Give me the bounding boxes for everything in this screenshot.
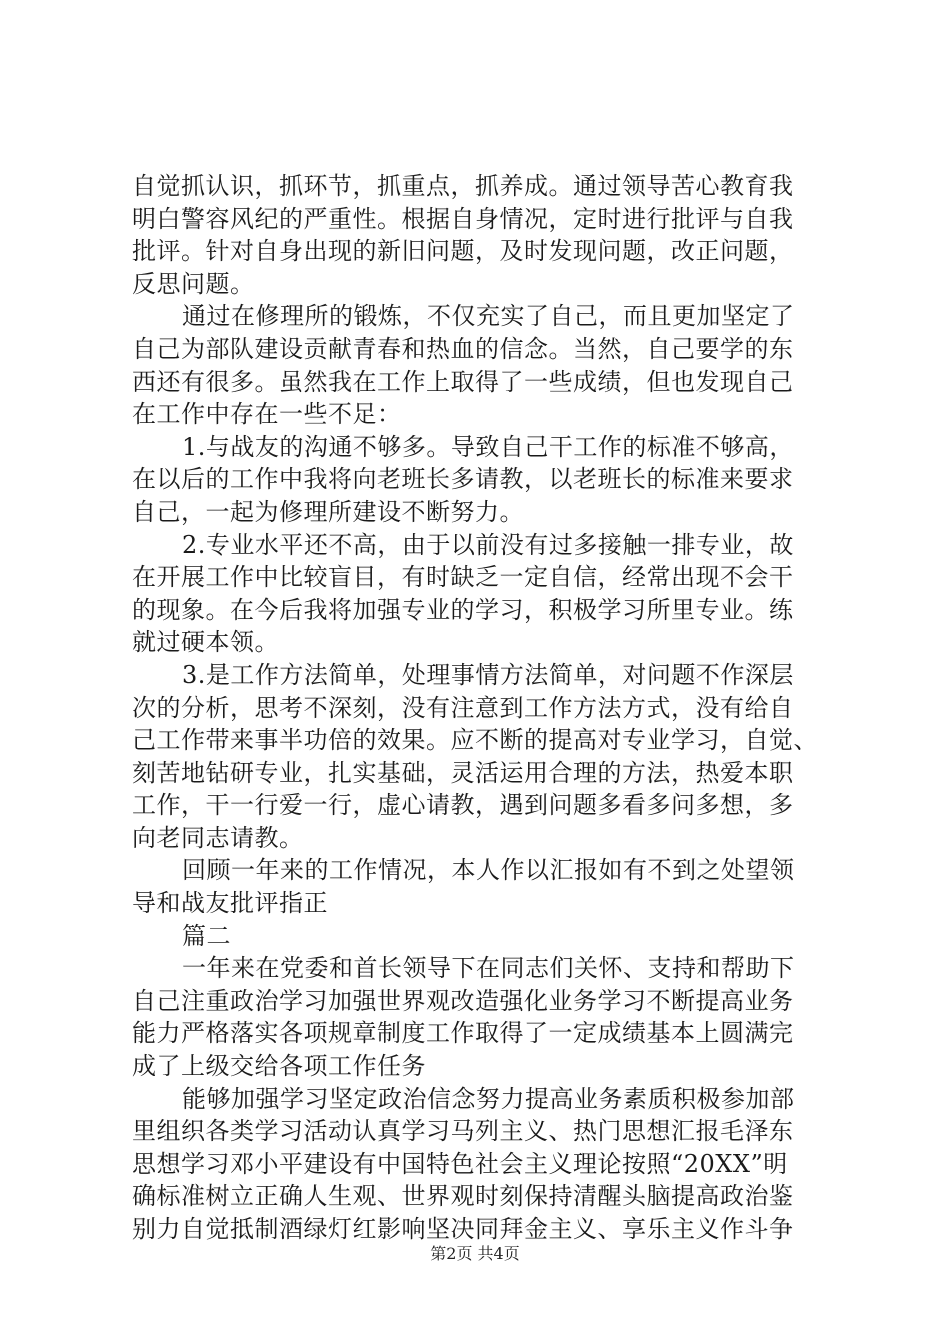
text-line: 己工作带来事半功倍的效果。应不断的提高对专业学习，自觉、 xyxy=(132,726,818,755)
text-line: 1.与战友的沟通不够多。导致自己干工作的标准不够高， xyxy=(182,432,794,461)
text-line: 自己为部队建设贡献青春和热血的信念。当然，自己要学的东 xyxy=(132,334,794,363)
page-footer: 第2页 共4页 xyxy=(430,1244,520,1263)
text-line: 批评。针对自身出现的新旧问题，及时发现问题，改正问题， xyxy=(132,237,794,266)
text-line: 向老同志请教。 xyxy=(132,823,304,852)
text-line: 的现象。在今后我将加强专业的学习，积极学习所里专业。练 xyxy=(132,595,794,624)
text-line: 自己，一起为修理所建设不断努力。 xyxy=(132,497,524,526)
text-line: 通过在修理所的锻炼，不仅充实了自己，而且更加坚定了 xyxy=(182,302,795,331)
text-line: 思想学习邓小平建设有中国特色社会主义理论按照“20XX”明 xyxy=(132,1149,788,1178)
text-line: 篇二 xyxy=(182,921,231,950)
text-line: 反思问题。 xyxy=(132,269,255,298)
text-line: 次的分析，思考不深刻，没有注意到工作方法方式，没有给自 xyxy=(132,693,794,722)
text-line: 在以后的工作中我将向老班长多请教，以老班长的标准来要求 xyxy=(132,465,794,494)
text-line: 别力自觉抵制酒绿灯红影响坚决同拜金主义、享乐主义作斗争 xyxy=(132,1215,794,1243)
text-line: 3.是工作方法简单，处理事情方法简单，对问题不作深层 xyxy=(182,660,794,689)
text-line: 在开展工作中比较盲目，有时缺乏一定自信，经常出现不会干 xyxy=(132,563,794,592)
text-line: 西还有很多。虽然我在工作上取得了一些成绩，但也发现自己 xyxy=(132,367,794,396)
text-line: 回顾一年来的工作情况，本人作以汇报如有不到之处望领 xyxy=(182,856,795,885)
text-line: 导和战友批评指正 xyxy=(132,889,328,918)
text-line: 能力严格落实各项规章制度工作取得了一定成绩基本上圆满完 xyxy=(132,1019,794,1048)
text-line: 能够加强学习坚定政治信念努力提高业务素质积极参加部 xyxy=(182,1084,795,1113)
text-line: 里组织各类学习活动认真学习马列主义、热门思想汇报毛泽东 xyxy=(132,1117,794,1146)
document-body xyxy=(132,170,832,1246)
text-line: 自己注重政治学习加强世界观改造强化业务学习不断提高业务 xyxy=(132,986,794,1015)
text-line: 在工作中存在一些不足： xyxy=(132,400,402,429)
text-line: 确标准树立正确人生观、世界观时刻保持清醒头脑提高政治鉴 xyxy=(132,1182,794,1211)
text-line: 明白警容风纪的严重性。根据自身情况，定时进行批评与自我 xyxy=(132,204,794,233)
text-line: 就过硬本领。 xyxy=(132,628,279,657)
text-line: 自觉抓认识，抓环节，抓重点，抓养成。通过领导苦心教育我 xyxy=(132,172,794,200)
text-line: 一年来在党委和首长领导下在同志们关怀、支持和帮助下 xyxy=(182,954,795,983)
text-line: 刻苦地钻研专业，扎实基础，灵活运用合理的方法，热爱本职 xyxy=(132,758,794,787)
text-line: 工作，干一行爱一行，虚心请教，遇到问题多看多问多想，多 xyxy=(132,791,794,820)
text-line: 2.专业水平还不高，由于以前没有过多接触一排专业，故 xyxy=(182,530,794,559)
text-line: 成了上级交给各项工作任务 xyxy=(132,1052,426,1081)
